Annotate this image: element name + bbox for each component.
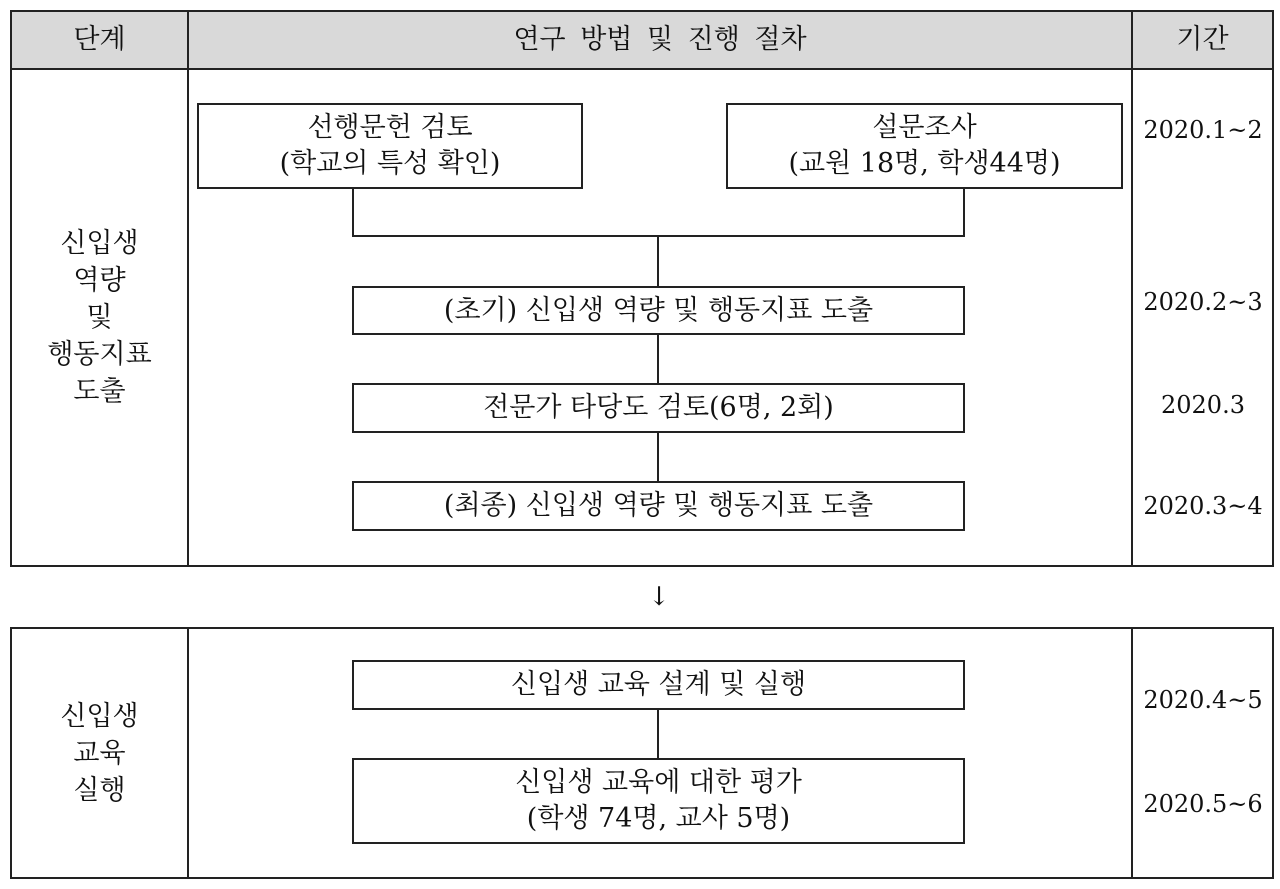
literature-review-note: (학교의 특성 확인) (279, 148, 501, 179)
connector-initial-expert (657, 335, 659, 384)
connector-expert-final (657, 433, 659, 482)
survey-title: 설문조사 (872, 112, 977, 143)
column-divider-1 (187, 10, 189, 567)
header-stage: 단계 (73, 24, 126, 55)
header-period: 기간 (1176, 24, 1229, 55)
box-final-derivation: (최종) 신입생 역량 및 행동지표 도출 (352, 481, 965, 531)
connector-left-down (352, 189, 354, 237)
down-arrow-icon: ↓ (648, 582, 670, 612)
period-expert: 2020.3 (1161, 391, 1245, 419)
evaluation-note: (학생 74명, 교사 5명) (526, 803, 791, 834)
connector-to-initial (657, 235, 659, 287)
literature-review-title: 선행문헌 검토 (307, 112, 473, 143)
connector-right-down (963, 189, 965, 237)
box-initial-derivation: (초기) 신입생 역량 및 행동지표 도출 (352, 286, 965, 335)
connector-design-eval (657, 710, 659, 759)
period-final: 2020.3~4 (1143, 492, 1263, 520)
box-education-design: 신입생 교육 설계 및 실행 (352, 660, 965, 710)
stage1-label: 신입생 역량 및 행동지표 도출 (47, 228, 152, 407)
column-divider-4 (1131, 627, 1133, 879)
header-method: 연구 방법 및 진행 절차 (513, 24, 807, 55)
evaluation-title: 신입생 교육에 대한 평가 (515, 767, 802, 798)
stage2-label: 신입생 교육 실행 (60, 700, 139, 806)
period-design: 2020.4~5 (1143, 686, 1263, 714)
box-expert-review: 전문가 타당도 검토(6명, 2회) (352, 383, 965, 433)
box-survey (726, 103, 1123, 189)
box-education-evaluation (352, 758, 965, 844)
survey-note: (교원 18명, 학생44명) (788, 148, 1061, 179)
period-initial: 2020.2~3 (1143, 288, 1263, 316)
column-divider-3 (187, 627, 189, 879)
header-divider (10, 68, 1274, 70)
period-lit-survey: 2020.1~2 (1143, 116, 1263, 144)
box-literature-review (197, 103, 583, 189)
period-evaluation: 2020.5~6 (1143, 790, 1263, 818)
